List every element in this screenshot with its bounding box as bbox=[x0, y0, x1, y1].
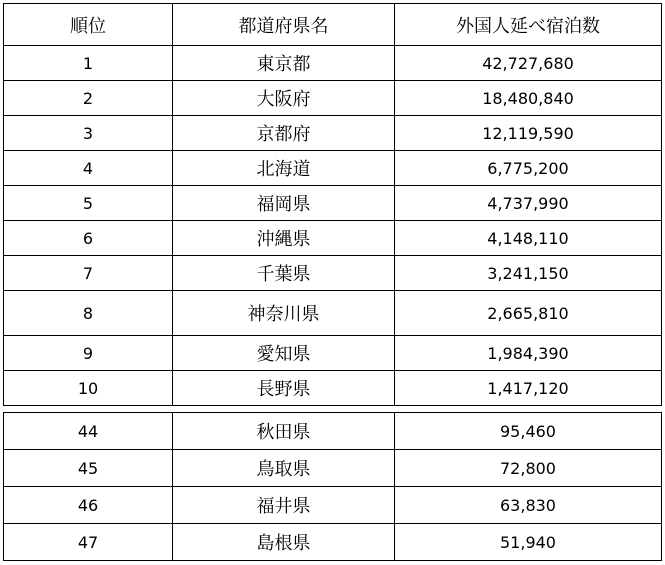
count-cell: 6,775,200 bbox=[395, 151, 662, 186]
prefecture-cell: 福井県 bbox=[173, 487, 395, 524]
count-cell: 3,241,150 bbox=[395, 256, 662, 291]
prefecture-cell: 千葉県 bbox=[173, 256, 395, 291]
rank-cell: 2 bbox=[4, 81, 173, 116]
count-cell: 1,417,120 bbox=[395, 371, 662, 406]
table-row bbox=[4, 116, 662, 151]
table-row bbox=[4, 413, 662, 450]
prefecture-cell: 沖縄県 bbox=[173, 221, 395, 256]
ranking-table-top bbox=[3, 3, 662, 406]
ranking-table-bottom bbox=[3, 412, 662, 561]
count-cell: 63,830 bbox=[395, 487, 662, 524]
count-cell: 4,148,110 bbox=[395, 221, 662, 256]
rank-cell: 10 bbox=[4, 371, 173, 406]
rank-cell: 5 bbox=[4, 186, 173, 221]
table-row bbox=[4, 151, 662, 186]
count-cell: 42,727,680 bbox=[395, 46, 662, 81]
table-row bbox=[4, 487, 662, 524]
count-cell: 12,119,590 bbox=[395, 116, 662, 151]
header-rank: 順位 bbox=[4, 4, 173, 46]
count-cell: 4,737,990 bbox=[395, 186, 662, 221]
rank-cell: 1 bbox=[4, 46, 173, 81]
header-row bbox=[4, 4, 662, 46]
rank-cell: 8 bbox=[4, 291, 173, 336]
header-prefecture: 都道府県名 bbox=[173, 4, 395, 46]
prefecture-cell: 鳥取県 bbox=[173, 450, 395, 487]
count-cell: 72,800 bbox=[395, 450, 662, 487]
rank-cell: 3 bbox=[4, 116, 173, 151]
count-cell: 2,665,810 bbox=[395, 291, 662, 336]
count-cell: 51,940 bbox=[395, 524, 662, 561]
rank-cell: 9 bbox=[4, 336, 173, 371]
prefecture-cell: 京都府 bbox=[173, 116, 395, 151]
rank-cell: 44 bbox=[4, 413, 173, 450]
table-row bbox=[4, 450, 662, 487]
count-cell: 95,460 bbox=[395, 413, 662, 450]
table-row bbox=[4, 371, 662, 406]
prefecture-cell: 長野県 bbox=[173, 371, 395, 406]
count-cell: 1,984,390 bbox=[395, 336, 662, 371]
header-count: 外国人延べ宿泊数 bbox=[395, 4, 662, 46]
rank-cell: 6 bbox=[4, 221, 173, 256]
rank-cell: 7 bbox=[4, 256, 173, 291]
prefecture-cell: 東京都 bbox=[173, 46, 395, 81]
table-row bbox=[4, 186, 662, 221]
rank-cell: 47 bbox=[4, 524, 173, 561]
prefecture-cell: 愛知県 bbox=[173, 336, 395, 371]
rank-cell: 46 bbox=[4, 487, 173, 524]
table-row bbox=[4, 81, 662, 116]
prefecture-cell: 神奈川県 bbox=[173, 291, 395, 336]
table-row bbox=[4, 291, 662, 336]
prefecture-cell: 福岡県 bbox=[173, 186, 395, 221]
prefecture-cell: 秋田県 bbox=[173, 413, 395, 450]
count-cell: 18,480,840 bbox=[395, 81, 662, 116]
rank-cell: 4 bbox=[4, 151, 173, 186]
table-row bbox=[4, 524, 662, 561]
table-row bbox=[4, 46, 662, 81]
prefecture-cell: 北海道 bbox=[173, 151, 395, 186]
prefecture-cell: 島根県 bbox=[173, 524, 395, 561]
rank-cell: 45 bbox=[4, 450, 173, 487]
prefecture-cell: 大阪府 bbox=[173, 81, 395, 116]
table-row bbox=[4, 256, 662, 291]
table-row bbox=[4, 221, 662, 256]
table-row bbox=[4, 336, 662, 371]
